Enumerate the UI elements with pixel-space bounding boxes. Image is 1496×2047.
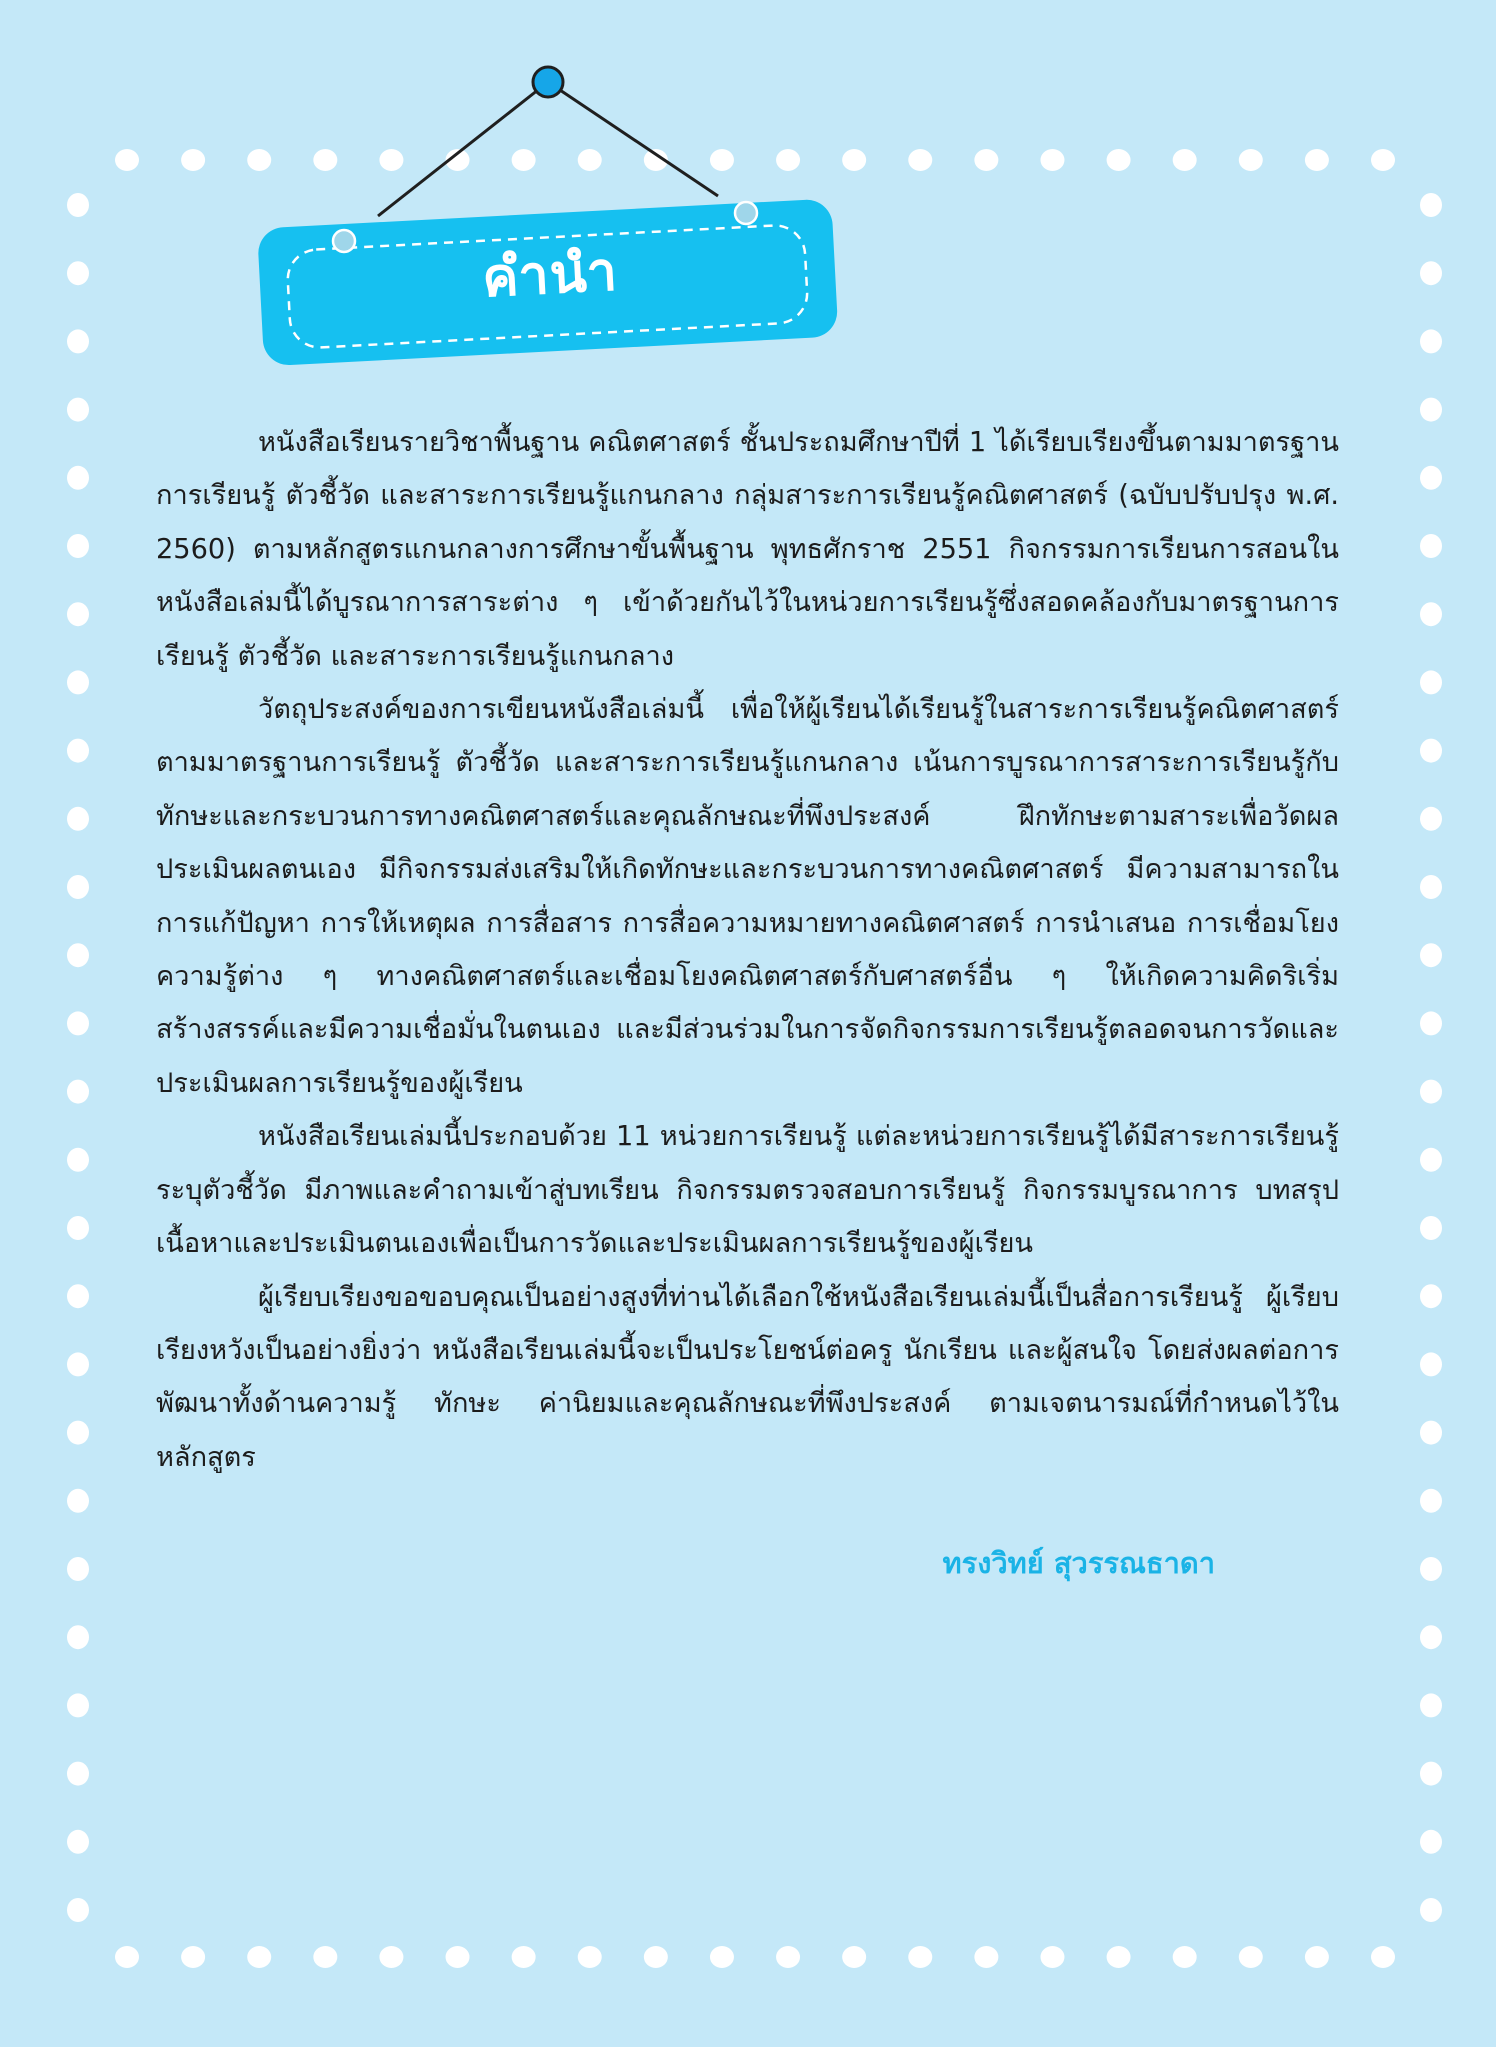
border-dot-left bbox=[67, 1352, 89, 1376]
border-dot-left bbox=[67, 466, 89, 490]
border-dot-bottom bbox=[1305, 1946, 1329, 1968]
border-dot-right bbox=[1420, 1762, 1442, 1786]
border-dot-right bbox=[1420, 398, 1442, 422]
border-dot-bottom bbox=[578, 1946, 602, 1968]
border-dot-bottom bbox=[247, 1946, 271, 1968]
border-dot-right bbox=[1420, 1489, 1442, 1513]
border-dot-bottom bbox=[1040, 1946, 1064, 1968]
border-dot-left bbox=[67, 1557, 89, 1581]
border-dot-left bbox=[67, 1898, 89, 1922]
border-dot-right bbox=[1420, 602, 1442, 626]
border-dot-right bbox=[1420, 943, 1442, 967]
border-dot-left bbox=[67, 1011, 89, 1035]
hanging-sign bbox=[0, 0, 1496, 400]
border-dot-left bbox=[67, 670, 89, 694]
border-dot-right bbox=[1420, 1830, 1442, 1854]
border-dot-right bbox=[1420, 1011, 1442, 1035]
border-dot-left bbox=[67, 807, 89, 831]
border-dot-right bbox=[1420, 670, 1442, 694]
page-title: คำนำ bbox=[480, 239, 620, 310]
border-dot-right bbox=[1420, 875, 1442, 899]
preface-body bbox=[156, 416, 1339, 1484]
border-dot-right bbox=[1420, 1216, 1442, 1240]
border-dot-left bbox=[67, 1284, 89, 1308]
border-dot-left bbox=[67, 1080, 89, 1104]
border-dot-left bbox=[67, 398, 89, 422]
border-dot-bottom bbox=[446, 1946, 470, 1968]
border-dot-left bbox=[67, 1693, 89, 1717]
border-dot-left bbox=[67, 602, 89, 626]
sign-nail bbox=[533, 67, 563, 97]
border-dot-left bbox=[67, 534, 89, 558]
author-signature: ทรงวิทย์ สุวรรณธาดา bbox=[942, 1546, 1215, 1580]
border-dot-bottom bbox=[710, 1946, 734, 1968]
border-dot-right bbox=[1420, 1557, 1442, 1581]
border-dot-left bbox=[67, 1148, 89, 1172]
border-dot-left bbox=[67, 1421, 89, 1445]
border-dot-right bbox=[1420, 466, 1442, 490]
border-dot-right bbox=[1420, 534, 1442, 558]
border-dot-bottom bbox=[313, 1946, 337, 1968]
border-dot-bottom bbox=[115, 1946, 139, 1968]
border-dot-left bbox=[67, 875, 89, 899]
sign-string-left bbox=[378, 82, 548, 216]
border-dot-right bbox=[1420, 1693, 1442, 1717]
border-dot-bottom bbox=[1107, 1946, 1131, 1968]
border-dot-right bbox=[1420, 1080, 1442, 1104]
border-dot-bottom bbox=[842, 1946, 866, 1968]
border-dot-right bbox=[1420, 1148, 1442, 1172]
border-dot-bottom bbox=[181, 1946, 205, 1968]
border-dot-bottom bbox=[1239, 1946, 1263, 1968]
border-dot-bottom bbox=[512, 1946, 536, 1968]
border-dot-bottom bbox=[1173, 1946, 1197, 1968]
border-dot-right bbox=[1420, 1284, 1442, 1308]
border-dot-left bbox=[67, 739, 89, 763]
border-dot-left bbox=[67, 943, 89, 967]
paragraph-4: ผู้เรียบเรียงขอขอบคุณเป็นอย่างสูงที่ท่านได้เลือกใช้หนังสือเรียนเล่มนี้เป็นสื่อการเรียนรู้ ผู้เรียบเรียงหวังเป็นอย่างยิ่งว่า หนังสือเรียนเล่มนี้จะเป็นประโยชน์ต่อครู นักเรียน และผู้สนใจ โดยส่งผลต่อการพัฒนาทั้งด้านความรู้ ทักษะ ค่านิยมและคุณลักษณะที่พึงประสงค์ ตามเจตนารมณ์ที่กำหนดไว้ในหลักสูตร bbox=[156, 1281, 1339, 1473]
border-dot-left bbox=[67, 1216, 89, 1240]
border-dot-right bbox=[1420, 807, 1442, 831]
border-dot-bottom bbox=[1371, 1946, 1395, 1968]
border-dot-left bbox=[67, 1830, 89, 1854]
border-dot-right bbox=[1420, 739, 1442, 763]
border-dot-right bbox=[1420, 1898, 1442, 1922]
border-dot-right bbox=[1420, 1421, 1442, 1445]
paragraph-3: หนังสือเรียนเล่มนี้ประกอบด้วย 11 หน่วยการเรียนรู้ แต่ละหน่วยการเรียนรู้ได้มีสาระการเรียนรู้ระบุตัวชี้วัด มีภาพและคำถามเข้าสู่บทเรียน กิจกรรมตรวจสอบการเรียนรู้ กิจกรรมบูรณาการ บทสรุปเนื้อหาและประเมินตนเองเพื่อเป็นการวัดและประเมินผลการเรียนรู้ของผู้เรียน bbox=[156, 1121, 1339, 1260]
border-dot-bottom bbox=[974, 1946, 998, 1968]
paragraph-2: วัตถุประสงค์ของการเขียนหนังสือเล่มนี้ เพื่อให้ผู้เรียนได้เรียนรู้ในสาระการเรียนรู้คณิตศาสตร์ตามมาตรฐานการเรียนรู้ ตัวชี้วัด และสาระการเรียนรู้แกนกลาง เน้นการบูรณาการสาระการเรียนรู้กับทักษะและกระบวนการทางคณิตศาสตร์และคุณลักษณะที่พึงประสงค์ ฝึกทักษะตามสาระเพื่อวัดผลประเมินผลตนเอง มีกิจกรรมส่งเสริมให้เกิดทักษะและกระบวนการทางคณิตศาสตร์ มีความสามารถในการแก้ปัญหา การให้เหตุผล การสื่อสาร การสื่อความหมายทางคณิตศาสตร์ การนำเสนอ การเชื่อมโยงความรู้ต่าง ๆ ทางคณิตศาสตร์และเชื่อมโยงคณิตศาสตร์กับศาสตร์อื่น ๆ ให้เกิดความคิดริเริ่มสร้างสรรค์และมีความเชื่อมั่นในตนเอง และมีส่วนร่วมในการจัดกิจกรรมการเรียนรู้ตลอดจนการวัดและประเมินผลการเรียนรู้ของผู้เรียน bbox=[156, 694, 1339, 1099]
border-dot-bottom bbox=[776, 1946, 800, 1968]
border-dot-left bbox=[67, 1625, 89, 1649]
border-dot-left bbox=[67, 1489, 89, 1513]
border-dot-bottom bbox=[644, 1946, 668, 1968]
paragraph-1: หนังสือเรียนรายวิชาพื้นฐาน คณิตศาสตร์ ชั้นประถมศึกษาปีที่ 1 ได้เรียบเรียงขึ้นตามมาตรฐานการเรียนรู้ ตัวชี้วัด และสาระการเรียนรู้แกนกลาง กลุ่มสาระการเรียนรู้คณิตศาสตร์ (ฉบับปรับปรุง พ.ศ. 2560) ตามหลักสูตรแกนกลางการศึกษาขั้นพื้นฐาน พุทธศักราช 2551 กิจกรรมการเรียนการสอนในหนังสือเล่มนี้ได้บูรณาการสาระต่าง ๆ เข้าด้วยกันไว้ในหน่วยการเรียนรู้ซึ่งสอดคล้องกับมาตรฐานการเรียนรู้ ตัวชี้วัด และสาระการเรียนรู้แกนกลาง bbox=[156, 427, 1339, 672]
border-dot-bottom bbox=[908, 1946, 932, 1968]
sign-string-right bbox=[548, 82, 718, 196]
border-dot-right bbox=[1420, 1352, 1442, 1376]
border-dot-right bbox=[1420, 1625, 1442, 1649]
border-dot-left bbox=[67, 1762, 89, 1786]
border-dot-bottom bbox=[379, 1946, 403, 1968]
